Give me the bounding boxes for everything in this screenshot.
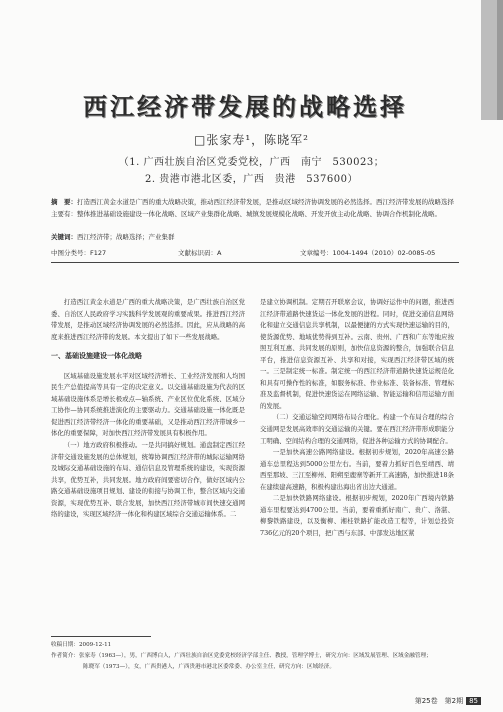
author-bio-1: 作者简介：张家寿（1963—），男，广西博白人，广西壮族自治区党委党校经济学部主任、教授，管理学博士，研究方向：区域发展管理、区域金融管理； [51,653,432,659]
paragraph: 区域基础设施发展水平对区域经济增长、工业经济发展和人均国民生产总值提高等具有一定的决定意义。以交通基础设施为代表的区域基础设施体系是增长极或点—轴系统、产业区位优化系统、区域分工协作—协同系统推进演化的主要驱动力。交通基础设施一体化既是促进西江经济带经济一体化的重要基础，又是推动西江经济带城乡一体化的重要保障，对加快西江经济带发展具有积极作用。 [51,371,245,438]
paragraph: 是建立协调机制。定期召开联席会议，协调好运作中的问题，推进西江经济带道路快速货运一体化发展的进程。同时，促进交通信息网络化和建立交通信息共享机制，以最便捷的方式实现快速运输的目的，使货源优势、地域优势得到互补。云南、贵州、广西和广东等地应按照互利互惠、共同发展的原则，加快信息资源的整合，加强联合信息平台，推进信息资源互补、共享和对接，实现西江经济带区域的统一。三是制定统一标准。制定统一的西江经济带道路快速货运规范化和具有可操作性的标准，如服务标准、作业标准、装备标准、管理标准及监督机制，促进快速货运在网络运输、智能运输和信用运输方面的发展。 [260,298,454,410]
paragraph: （一）地方政府积极推动。一是共同搞好规划。通盘制定西江经济带交通设施发展的总体规划，统筹协调西江经济带的城际运输网络及城际交通基础设施的布局、通信信息及管理系统的建设，实现资源共享，优势互补，共同发展。地方政府间要密切合作，做好区域内公路交通基础设施项目规划、建设的衔接与协调工作，整合区域内交通资源，实现优势互补、联合发展，加快西江经济带城市间快速交通网络的建设，实现区域经济一体化和构建区域综合交通运输体系。二 [51,441,245,519]
abstract-text: 打造西江黄金水道是广西的重大战略决策，推动西江经济带发展，是推动区域经济协调发展的必然选择。西江经济带发展的战略选择主要有：整体推进基础设施建设一体化战略、区域产业集群化战略、城镇发展规模化战略、开发开放主动化战略、协调合作机制化战略。 [51,198,454,218]
header-divider [51,262,459,263]
page-corner-decoration [481,0,503,120]
affiliation-2: 2. 贵港市港北区委，广西 贵港 537600） [145,174,358,185]
footnote-divider [51,636,151,637]
section-heading: 一、基础设施建设一体化战略 [51,352,142,361]
article-authors: □张家寿¹，陈晓军² [194,133,309,147]
article-title: 西江经济带发展的战略选择 [83,93,407,121]
document-code: 文献标识码：A [178,249,222,257]
footnote [51,636,459,673]
article-number: 文章编号：1004-1494（2010）02-0085-05 [300,249,436,257]
keywords-label: 关键词： [51,233,77,241]
abstract-label: 摘 要： [51,198,77,206]
author-bio-2: 陈晓军（1973—），女，广西贵港人，广西贵港市港北区委常委、办公室主任，研究方向：区域经济。 [83,664,335,670]
page-footer [415,696,481,706]
right-column [260,297,454,539]
received-date: 收稿日期：2009-12-11 [51,642,112,648]
page-number-box: 85 [466,697,481,705]
paragraph: 打造西江黄金水道是广西的重大战略决策，是广西壮族自治区党委、自治区人民政府学习实践科学发展观的重要成果。推进西江经济带发展，是推动区域经济协调发展的必然选择。因此，应从战略的高度来推进西江经济带的发展。本文提出了如下一些发展战略。 [51,298,245,341]
volume-issue: 第25卷 第2期 [414,697,464,705]
classification-number: 中图分类号：F127 [51,249,107,257]
abstract [51,196,459,220]
paragraph: （二）交通运输空间网络布局合理化。构建一个布局合理的综合交通网是发展高效率的交通运输的关键。要在西江经济带形成职能分工明确、空间结构合理的交通网络，促进各种运输方式的协调配合。 [260,413,454,445]
left-column [51,297,245,521]
paragraph: 一是加快高速公路网络建设。根据初步规划，2020年高速公路通车总里程达到5000公里左右。当前，要着力抓好百色至靖西、靖西至那坡、三江至柳州、阳朔至鹿寨等新开工高速路，加快推进18条在建续建高速路，积极构建出海出省出边大通道。 [260,448,454,491]
paragraph: 二是加快铁路网络建设。根据初步规划，2020年广西境内铁路通车里程要达到4700公里。当前，要着重抓好南广、贵广、洛湛、柳黎铁路建设，以及衡柳、湘桂铁路扩能改造工程等，计划总投资736亿元的20个项目，把广西与东部、中部发达地区紧 [260,494,454,537]
keywords-text: 西江经济带；战略选择；产业集群 [77,233,175,241]
keywords [51,232,459,241]
affiliation-1: （1. 广西壮族自治区党委党校，广西 南宁 530023； [118,157,385,168]
